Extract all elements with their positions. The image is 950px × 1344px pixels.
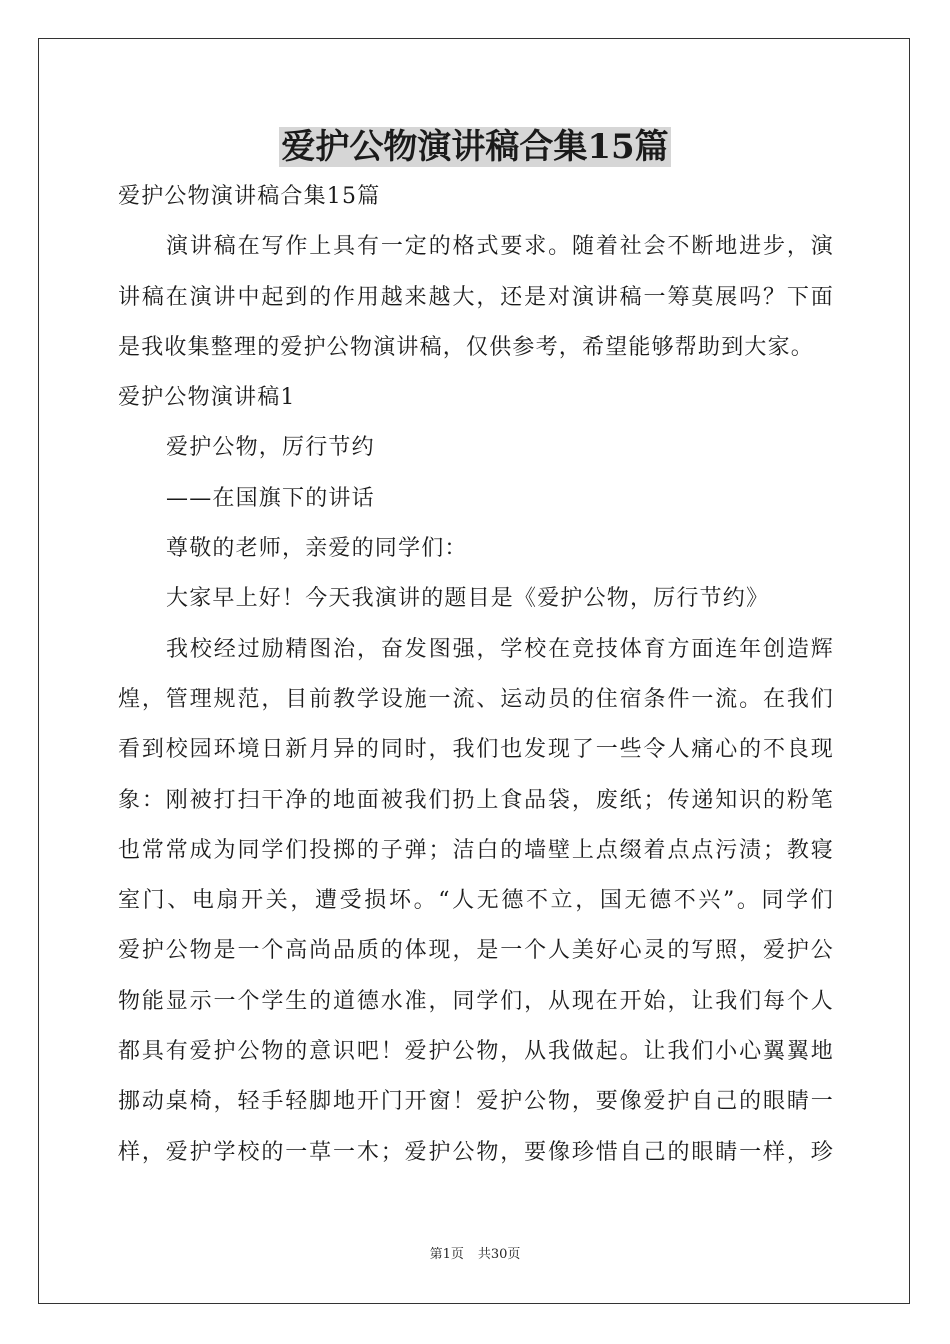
paragraph-line: 煌，管理规范，目前教学设施一流、运动员的住宿条件一流。在我们: [118, 686, 834, 712]
speech-subtitle-line: ——在国旗下的讲话: [166, 485, 375, 511]
total-pages: 共30页: [477, 1247, 521, 1262]
paragraph-line: 看到校园环境日新月异的同时，我们也发现了一些令人痛心的不良现: [118, 737, 834, 763]
document-title: [0, 122, 950, 172]
speech-title-line: 爱护公物，厉行节约: [166, 435, 375, 461]
paragraph-line: 是我收集整理的爱护公物演讲稿，仅供参考，希望能够帮助到大家。: [118, 334, 815, 360]
subtitle-line: 爱护公物演讲稿合集15篇: [118, 184, 381, 209]
paragraph-line: 演讲稿在写作上具有一定的格式要求。随着社会不断地进步，演: [166, 234, 834, 260]
paragraph-line: 爱护公物是一个高尚品质的体现，是一个人美好心灵的写照，爱护公: [118, 938, 834, 964]
salutation-line: 尊敬的老师，亲爱的同学们：: [166, 536, 468, 562]
document-body: [118, 172, 834, 1178]
paragraph-line: 物能显示一个学生的道德水准，同学们，从现在开始，让我们每个人: [118, 988, 834, 1014]
greeting-line: 大家早上好！今天我演讲的题目是《爱护公物，厉行节约》: [166, 586, 770, 612]
page-number: 第1页: [429, 1247, 464, 1262]
paragraph-line: 讲稿在演讲中起到的作用越来越大，还是对演讲稿一筹莫展吗？下面: [118, 284, 834, 310]
paragraph-line: 室门、电扇开关，遭受损坏。“人无德不立，国无德不兴”。同学们: [118, 888, 834, 914]
section-heading: 爱护公物演讲稿1: [118, 385, 296, 411]
paragraph-line: 都具有爱护公物的意识吧！爱护公物，从我做起。让我们小心翼翼地: [118, 1039, 834, 1065]
paragraph-line: 象：刚被打扫干净的地面被我们扔上食品袋，废纸；传递知识的粉笔: [118, 787, 834, 813]
document-title-text: 爱护公物演讲稿合集15篇: [281, 127, 669, 167]
paragraph-line: 挪动桌椅，轻手轻脚地开门开窗！爱护公物，要像爱护自己的眼睛一: [118, 1089, 834, 1115]
paragraph-line: 样，爱护学校的一草一木；爱护公物，要像珍惜自己的眼睛一样，珍: [118, 1139, 834, 1165]
paragraph-line: 也常常成为同学们投掷的子弹；洁白的墙壁上点缀着点点污渍；教寝: [118, 837, 834, 863]
paragraph-line: 我校经过励精图治，奋发图强，学校在竞技体育方面连年创造辉: [166, 636, 834, 662]
page-footer: [0, 1245, 950, 1265]
